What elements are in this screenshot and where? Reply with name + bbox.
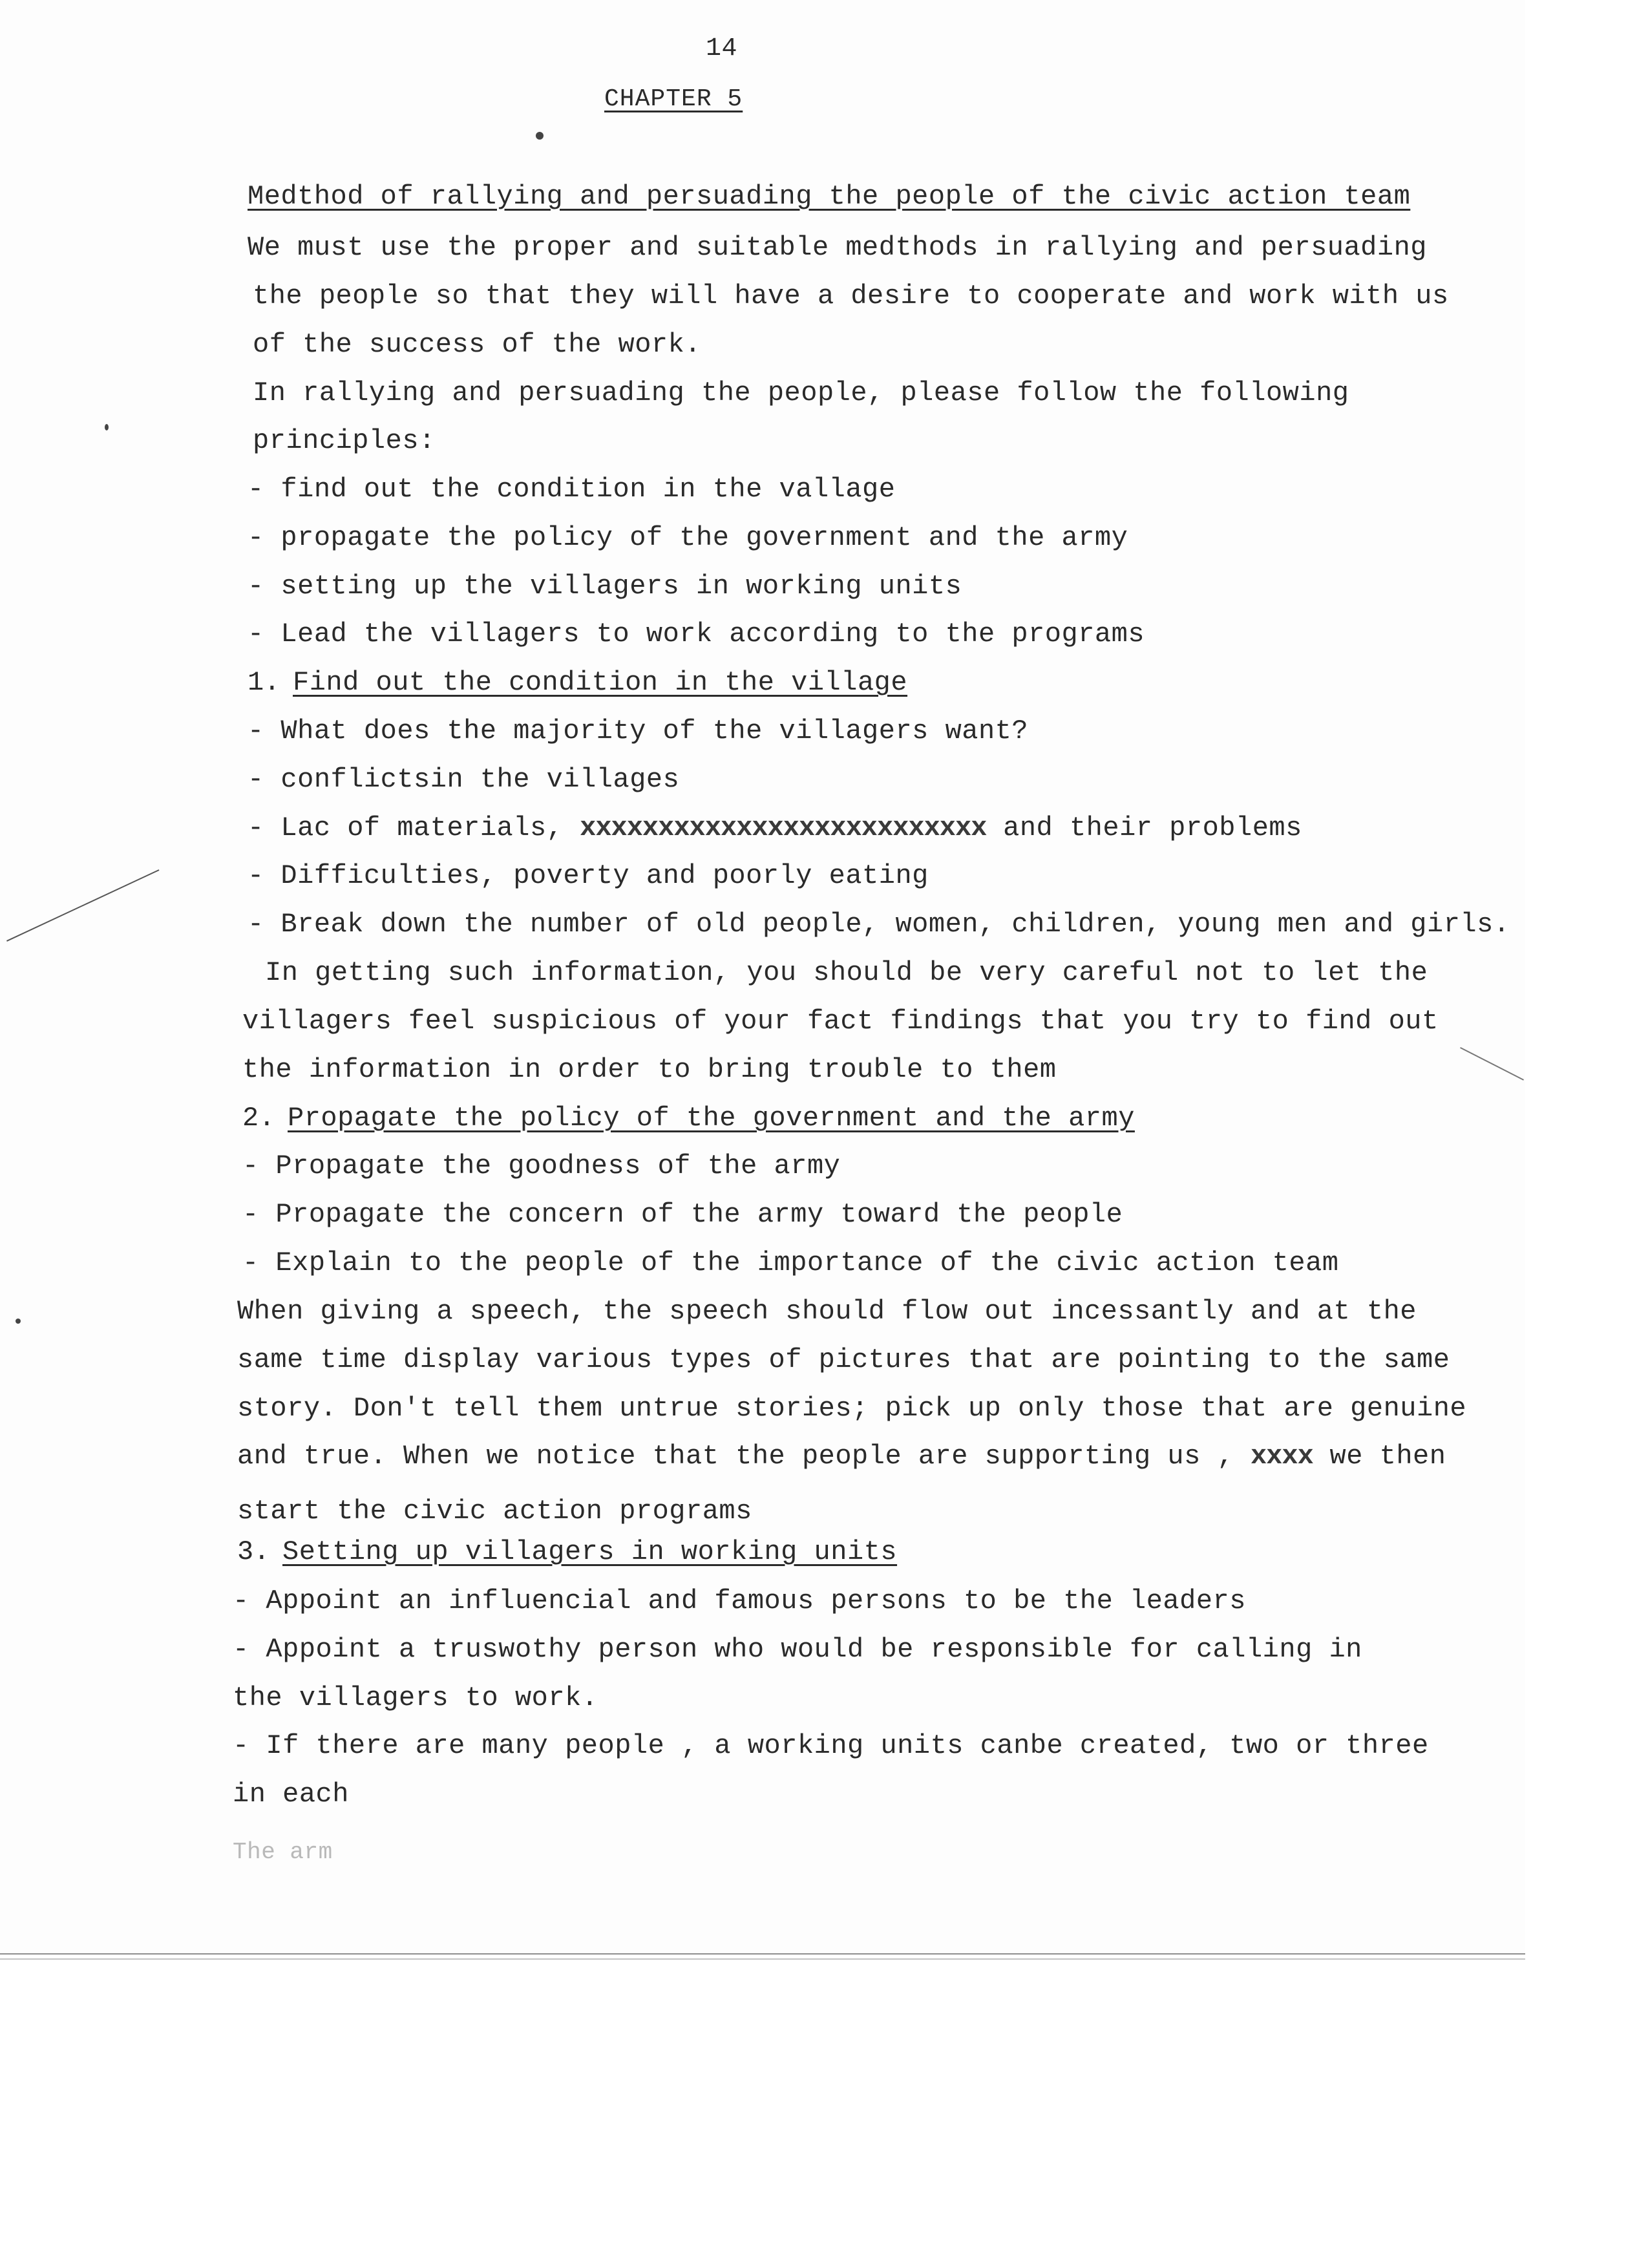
ink-dot <box>105 424 109 430</box>
section2-note-line: story. Don't tell them untrue stories; pick up only those that are genuine <box>237 1393 1467 1424</box>
section2-note-line: same time display various types of pictures that are pointing to the same <box>237 1344 1450 1375</box>
intro-line: In rallying and persuading the people, please follow the following <box>253 377 1349 408</box>
materials-prefix: - Lac of materials, <box>248 812 564 843</box>
section2-item: - Propagate the concern of the army toward the people <box>242 1199 1123 1230</box>
section3-title: Setting up villagers in working units <box>282 1536 898 1567</box>
section3-number: 3. <box>237 1536 270 1567</box>
section3-item: the villagers to work. <box>233 1682 598 1713</box>
principle-item: - find out the condition in the vallage <box>248 474 896 505</box>
page-bottom-edge <box>0 1958 1525 1960</box>
struck-out-text: xxxx <box>1250 1441 1313 1472</box>
section2-item: - Explain to the people of the importance of the civic action team <box>242 1247 1339 1278</box>
section3-item: - Appoint a truswothy person who would be responsible for calling in <box>233 1634 1362 1665</box>
struck-out-text: xxxxxxxxxxxxxxxxxxxxxxxxxx <box>580 812 987 843</box>
intro-line: the people so that they will have a desire to cooperate and work with us <box>253 281 1449 312</box>
page-number: 14 <box>706 34 738 63</box>
page-bottom-edge <box>0 1953 1525 1955</box>
section1-item: - What does the majority of the villagers want? <box>248 715 1029 747</box>
section1-item: - Difficulties, poverty and poorly eating <box>248 860 929 891</box>
section1-materials-line <box>248 811 1302 845</box>
materials-suffix: and their problems <box>1003 812 1302 843</box>
section1-note-line: In getting such information, you should be very careful not to let the <box>265 957 1428 988</box>
section1-note-line: villagers feel suspicious of your fact findings that you try to find out <box>242 1006 1439 1037</box>
intro-line: principles: <box>253 425 436 456</box>
intro-line: We must use the proper and suitable medthods in rallying and persuading <box>248 232 1427 263</box>
section2-item: - Propagate the goodness of the army <box>242 1150 841 1182</box>
section1-note-line: the information in order to bring trouble to them <box>242 1054 1057 1085</box>
last-line-prefix: and true. When we notice that the people are supporting us , <box>237 1441 1234 1472</box>
principle-item: - setting up the villagers in working units <box>248 571 962 602</box>
section1-number: 1. <box>248 667 280 698</box>
section2-last-line <box>237 1439 1446 1473</box>
section3-item: - Appoint an influencial and famous persons to be the leaders <box>233 1585 1246 1616</box>
principle-item: - propagate the policy of the government and the army <box>248 522 1128 553</box>
principle-item: - Lead the villagers to work according to the programs <box>248 619 1145 650</box>
faint-carryover-text: The arm <box>233 1839 333 1865</box>
ink-dot <box>536 132 544 140</box>
section2-note-line: When giving a speech, the speech should flow out incessantly and at the <box>237 1296 1417 1327</box>
section-title: Medthod of rallying and persuading the people of the civic action team <box>248 181 1411 212</box>
section1-title: Find out the condition in the village <box>293 667 908 698</box>
last-line-suffix: we then <box>1329 1441 1446 1472</box>
section2-number: 2. <box>242 1103 275 1134</box>
intro-line: of the success of the work. <box>253 329 702 360</box>
section2-title: Propagate the policy of the government and the army <box>288 1103 1135 1134</box>
chapter-heading: CHAPTER 5 <box>604 85 743 113</box>
section2-final-line: start the civic action programs <box>237 1496 752 1527</box>
ink-dot <box>16 1319 21 1324</box>
section3-item: - If there are many people , a working units canbe created, two or three <box>233 1730 1429 1761</box>
section3-item: in each <box>233 1779 349 1810</box>
section1-item: - Break down the number of old people, women, children, young men and girls. <box>248 909 1510 940</box>
section1-item: - conflictsin the villages <box>248 764 680 795</box>
